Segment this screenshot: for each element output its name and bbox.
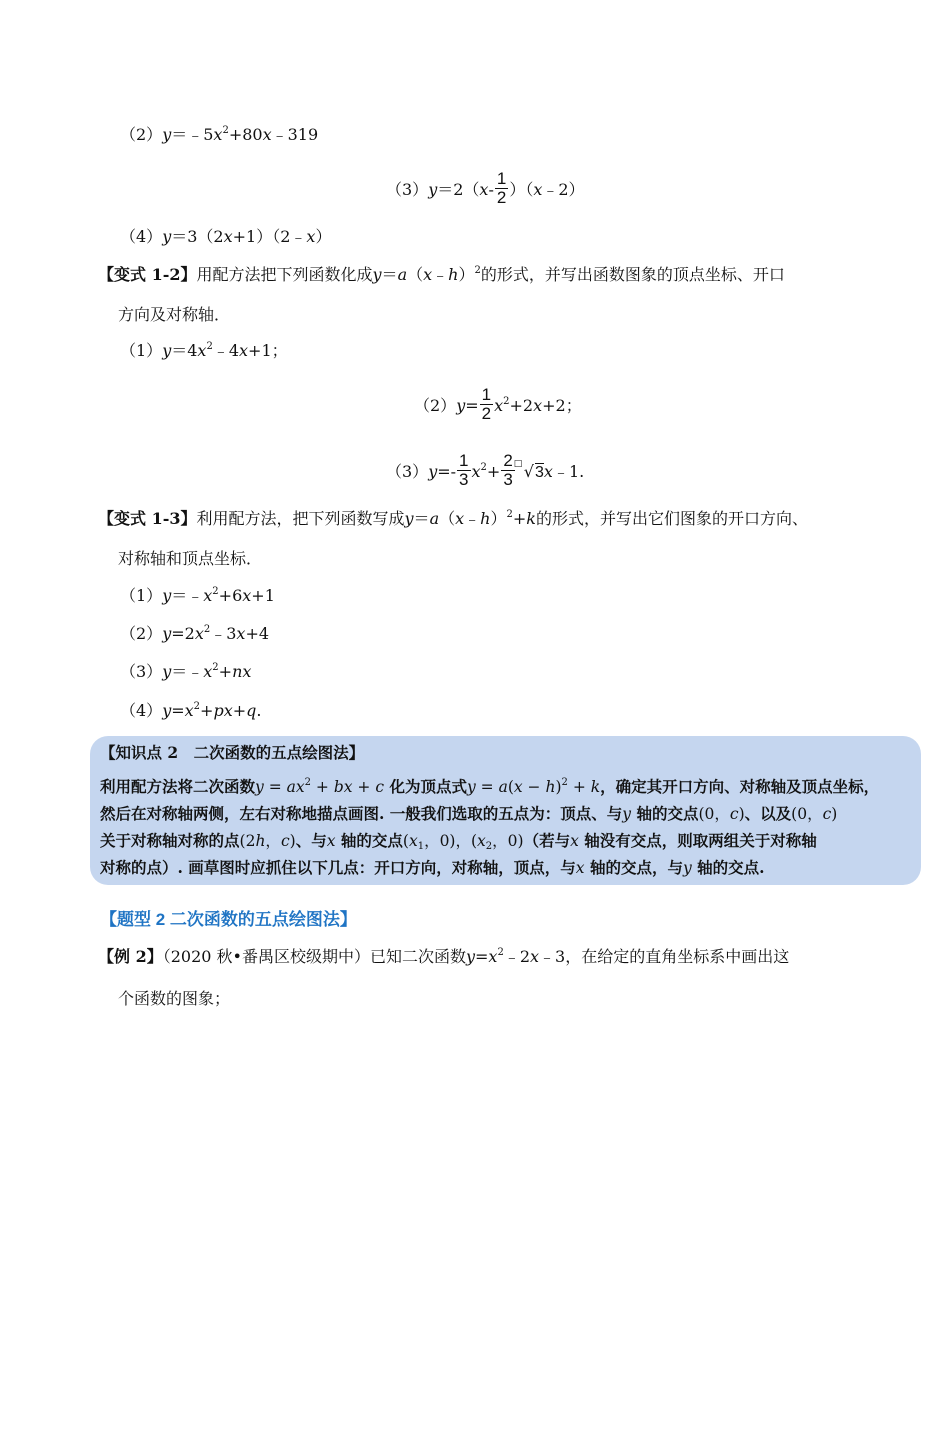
knowledge-point-box <box>90 736 921 885</box>
variant-1-2-continuation: 方向及对称轴． <box>118 305 231 324</box>
variant-1-3-heading: 【变式 1-3】利用配方法，把下列函数写成y＝a（x﹣h）$^2$+k的形式，并写出它们图象的开口方向、 <box>98 509 808 528</box>
example-2-heading: 【例 2】（2020 秋•番禺区校级期中）已知二次函数$y=x^2﹣2x﹣3$，在给定的直角坐标系中画出这 <box>98 947 790 966</box>
section-title: 【题型 2 二次函数的五点绘图法】 <box>100 910 357 929</box>
knowledge-line-2: 然后在对称轴两侧，左右对称地描点画图. 一般我们选取的五点为：顶点、与y 轴的交点(0，c)、以及(0，c) <box>100 804 838 823</box>
variant-1-3-item-2: $(2)y=2x^2﹣3x+4$ <box>120 624 270 643</box>
variant-1-3-continuation: 对称轴和顶点坐标． <box>118 549 263 568</box>
variant-1-2-item-3: （3）y=- $\frac{1}{3}$ $x^2+$ $\frac{2}{3}$ □ √3x﹣1. <box>386 451 585 489</box>
example-2-continuation: 个函数的图象； <box>118 989 231 1008</box>
variant-1-2-heading: 【变式 1-2】用配方法把下列函数化成y＝a（x﹣h）$^2$的形式，并写出函数图象的顶点坐标、开口 <box>98 265 785 284</box>
variant-1-3-item-1: $(1)y=﹣x^2+6x+1$ <box>120 586 275 605</box>
problem-1-1-item-2: $(2)y=﹣5x^2+80x﹣319$ <box>120 125 319 144</box>
variant-1-3-item-4: $(4)y=x^2+px+q$. <box>120 701 262 720</box>
variant-1-2-item-2: （2）y= $\frac{1}{2}$ $x^2+2x+2$； <box>414 385 582 423</box>
knowledge-line-3: 关于对称轴对称的点(2h，c)、与x 轴的交点($x_1$，0)，($x_2$，0)（若与x 轴没有交点，则取两组关于对称轴 <box>100 831 817 852</box>
knowledge-line-1: 利用配方法将二次函数$y = ax^2$ + bx + c 化为顶点式$y = a(x - h)^2 + k$，确定其开口方向、对称轴及顶点坐标， <box>100 777 880 796</box>
problem-1-1-item-3: （3）y＝2（x- $\frac{1}{2}$ ）（x﹣2） <box>386 169 585 207</box>
problem-1-1-item-4: （4）y＝3（2x+1）（2﹣x） <box>120 227 332 246</box>
variant-1-3-item-3: $(3)y=﹣x^2+nx$ <box>120 662 252 681</box>
knowledge-line-4: 对称的点）. 画草图时应抓住以下几点：开口方向，对称轴，顶点，与x 轴的交点，与y 轴的交点. <box>100 858 765 877</box>
variant-1-2-item-1: $(1)y=4x^2﹣4x+1$； <box>120 341 288 360</box>
knowledge-title: 【知识点 2 二次函数的五点绘图法】 <box>100 743 365 762</box>
